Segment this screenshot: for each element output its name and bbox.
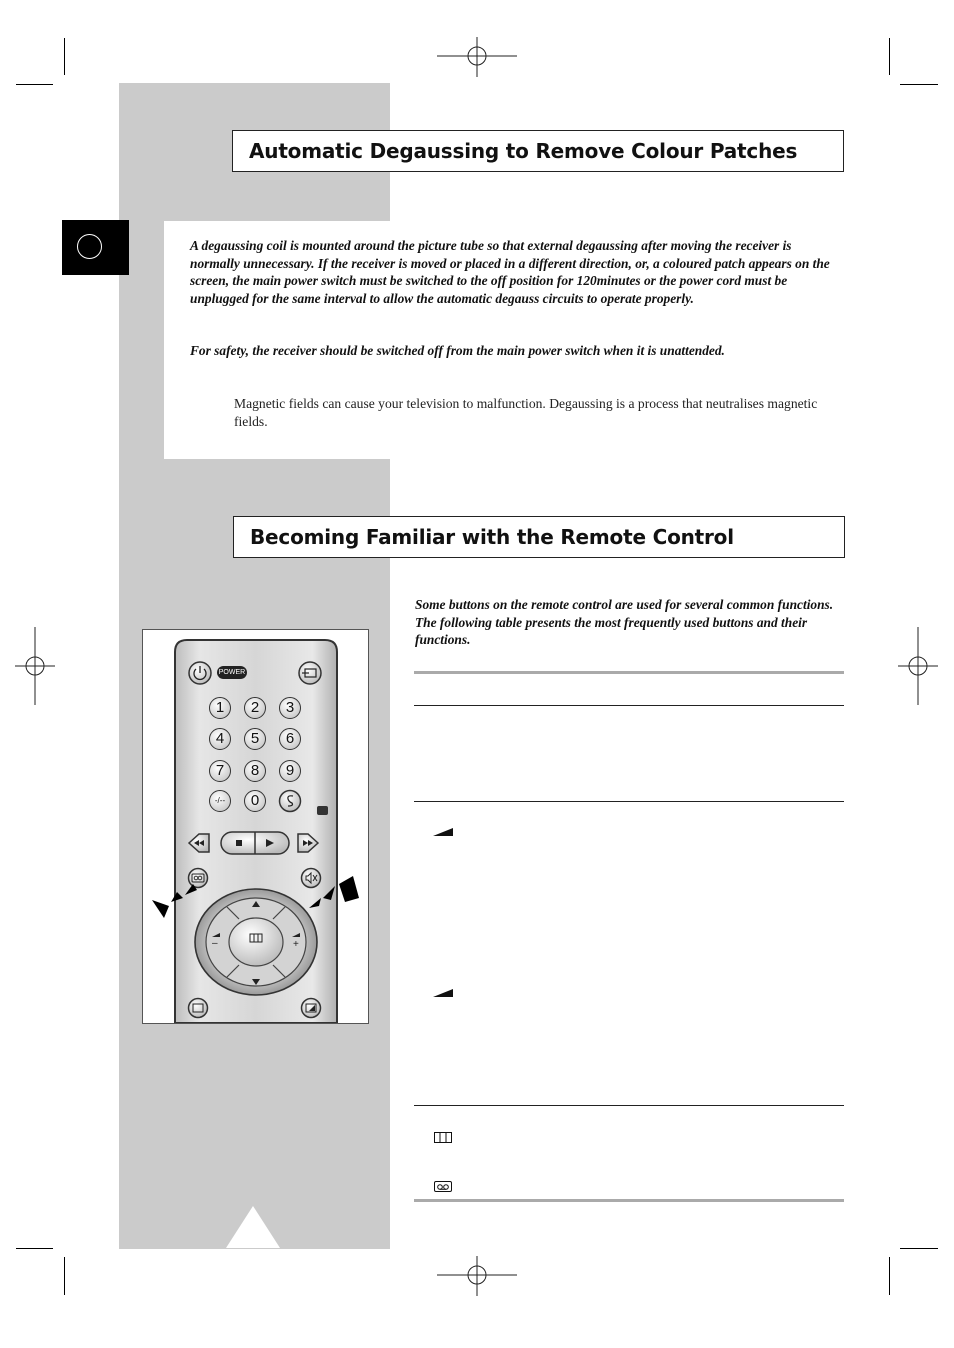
menu-icon bbox=[434, 1132, 454, 1144]
prev-channel-button[interactable] bbox=[278, 789, 302, 813]
section-header-degaussing bbox=[232, 130, 844, 172]
digit-button[interactable]: 5 bbox=[244, 728, 266, 750]
registration-mark-icon bbox=[15, 627, 55, 705]
crop-mark bbox=[64, 1257, 65, 1295]
crop-mark bbox=[889, 1257, 890, 1295]
table-rule bbox=[414, 705, 844, 706]
crop-mark bbox=[900, 1248, 938, 1249]
fast-forward-button[interactable] bbox=[296, 832, 322, 854]
small-indicator-icon bbox=[317, 806, 329, 816]
crop-mark bbox=[889, 38, 890, 75]
degaussing-note: Magnetic fields can cause your television to malfunction. Degaussing is a process that neutralises magnetic fields. bbox=[234, 396, 818, 429]
page-marker-triangle-icon bbox=[226, 1206, 280, 1248]
crop-mark bbox=[16, 84, 53, 85]
registration-mark-icon bbox=[898, 627, 938, 705]
sound-mode-button[interactable] bbox=[300, 997, 322, 1019]
language-tab bbox=[62, 220, 129, 275]
digit-button[interactable]: 8 bbox=[244, 760, 266, 782]
crop-mark bbox=[16, 1248, 53, 1249]
volume-up-icon bbox=[433, 987, 455, 997]
digit-button[interactable]: 1 bbox=[209, 697, 231, 719]
digit-button[interactable]: 6 bbox=[279, 728, 301, 750]
svg-text:–: – bbox=[212, 938, 218, 949]
section-title: Automatic Degaussing to Remove Colour Patches bbox=[249, 139, 798, 163]
navigation-ring[interactable] bbox=[193, 887, 319, 997]
volume-up-icon bbox=[433, 826, 455, 836]
degaussing-paragraph: A degaussing coil is mounted around the picture tube so that external degaussing after moving the receiver is normally unnecessary. If the receiver is moved or placed in a different direction, or, a coloured patch appears on the screen, the main power switch must be switched to the off position for 120minutes or the power cord must be unplugged for the same interval to allow the automatic degauss circuits to operate properly. bbox=[190, 238, 830, 306]
registration-mark-icon bbox=[437, 37, 517, 77]
table-rule bbox=[414, 801, 844, 802]
table-rule bbox=[414, 1105, 844, 1106]
digit-button[interactable]: 0 bbox=[244, 790, 266, 812]
table-bottom-rule bbox=[414, 1199, 844, 1202]
digit-button[interactable]: 9 bbox=[279, 760, 301, 782]
power-button[interactable] bbox=[187, 660, 213, 686]
picture-mode-button[interactable] bbox=[187, 997, 209, 1019]
pointer-arrow-icon bbox=[149, 870, 199, 920]
crop-mark bbox=[900, 84, 938, 85]
section-title: Becoming Familiar with the Remote Control bbox=[250, 525, 734, 549]
digit-button[interactable]: 7 bbox=[209, 760, 231, 782]
tape-icon bbox=[434, 1181, 454, 1193]
remote-intro-paragraph: Some buttons on the remote control are used for several common functions. The following table presents the most frequently used buttons and their functions. bbox=[415, 597, 834, 647]
remote-illustration-frame bbox=[142, 629, 369, 1024]
safety-paragraph: For safety, the receiver should be switched off from the main power switch when it is unattended. bbox=[190, 343, 725, 358]
table-top-rule bbox=[414, 671, 844, 674]
registration-mark-icon bbox=[437, 1256, 517, 1296]
input-source-button[interactable] bbox=[297, 660, 323, 686]
digit-button[interactable]: 2 bbox=[244, 697, 266, 719]
power-label: POWER bbox=[217, 666, 247, 679]
section-header-remote bbox=[233, 516, 845, 558]
crop-mark bbox=[64, 38, 65, 75]
stop-play-button[interactable] bbox=[220, 831, 290, 857]
svg-text:+: + bbox=[293, 939, 299, 950]
digit-button[interactable]: 4 bbox=[209, 728, 231, 750]
channel-digit-toggle-button[interactable]: -/-- bbox=[209, 790, 231, 812]
rewind-button[interactable] bbox=[185, 832, 211, 854]
digit-button[interactable]: 3 bbox=[279, 697, 301, 719]
tab-circle-icon bbox=[77, 234, 102, 259]
